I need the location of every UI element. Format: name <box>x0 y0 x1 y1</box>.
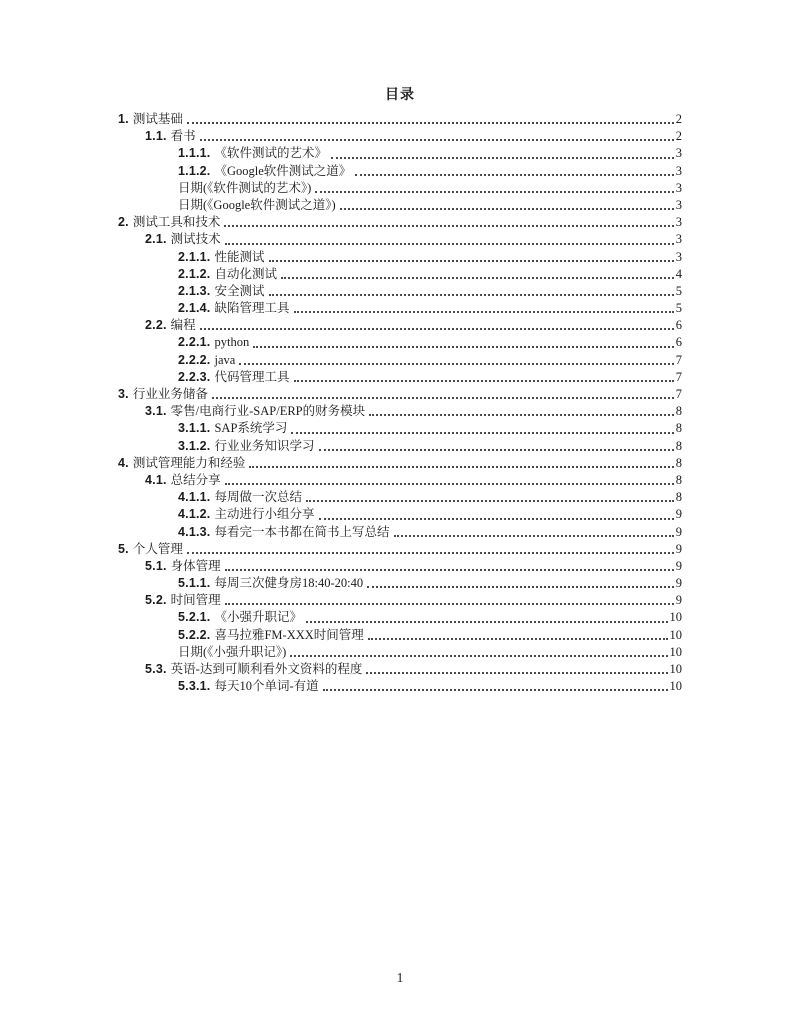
toc-entry-label: 个人管理 <box>132 541 183 556</box>
toc-entry-number: 2.1. <box>145 232 167 247</box>
toc-leader-dots <box>331 157 674 159</box>
toc-entry-page: 8 <box>675 404 682 419</box>
toc-entry-number: 4.1.1. <box>178 490 211 505</box>
toc-entry-number: 2.1.2. <box>178 266 211 281</box>
toc-entry-page: 8 <box>675 472 682 487</box>
toc-entry-number: 2.2.3. <box>178 369 211 384</box>
toc-entry-number: 3.1. <box>145 404 167 419</box>
toc-leader-dots <box>291 432 673 434</box>
toc-entry-number: 5.2. <box>145 593 167 608</box>
toc-entry-number: 3. <box>118 387 129 401</box>
toc-entry-page: 7 <box>675 352 682 367</box>
toc-entry-page: 6 <box>675 318 682 333</box>
toc-leader-dots <box>224 225 673 227</box>
toc-entry[interactable] <box>118 609 682 626</box>
toc-entry[interactable] <box>118 386 682 403</box>
toc-entry-label: 编程 <box>170 318 196 333</box>
footer-page-number: 1 <box>396 970 404 985</box>
toc-leader-dots <box>368 638 668 640</box>
toc-entry-label: 安全测试 <box>214 283 265 298</box>
toc-entry-page: 5 <box>675 283 682 298</box>
toc-entry-page: 3 <box>675 249 682 264</box>
toc-entry-page: 9 <box>675 558 682 573</box>
toc-leader-dots <box>340 208 674 210</box>
toc-entry[interactable] <box>118 438 682 455</box>
toc-entry-number: 2.1.1. <box>178 249 211 264</box>
toc-entry[interactable] <box>118 506 682 523</box>
toc-entry-page: 9 <box>675 524 682 539</box>
toc-leader-dots <box>249 466 673 468</box>
toc-entry-page: 10 <box>669 679 682 694</box>
toc-leader-dots <box>212 397 674 399</box>
toc-entry[interactable] <box>118 145 682 162</box>
toc-entry-page: 7 <box>675 369 682 384</box>
toc-entry-number: 1.1.1. <box>178 146 211 161</box>
toc-entry[interactable] <box>118 403 682 420</box>
toc-entry-label: SAP系统学习 <box>214 421 288 436</box>
toc-entry-number: 4.1.3. <box>178 524 211 539</box>
toc-entry-label: 每周三次健身房18:40-20:40 <box>214 576 364 591</box>
toc-leader-dots <box>290 655 667 657</box>
toc-entry-number: 2.1.4. <box>178 301 211 316</box>
toc-leader-dots <box>294 380 674 382</box>
toc-leader-dots <box>294 311 674 313</box>
toc-entry[interactable] <box>118 334 682 351</box>
toc-leader-dots <box>187 552 674 554</box>
toc-entry-label: 每天10个单词-有道 <box>214 679 319 694</box>
toc-entry[interactable] <box>118 420 682 437</box>
toc-entry-label: 测试工具和技术 <box>132 215 221 230</box>
toc-entry-number: 5.1. <box>145 558 167 573</box>
toc-entry-label: 时间管理 <box>170 593 221 608</box>
toc-leader-dots <box>253 346 674 348</box>
toc-leader-dots <box>306 500 674 502</box>
toc-entry-label: 行业业务储备 <box>132 387 208 401</box>
toc-leader-dots <box>225 603 674 605</box>
toc-entry[interactable] <box>118 163 682 180</box>
toc-entry-label: 看书 <box>170 129 196 144</box>
toc-entry[interactable] <box>118 592 682 609</box>
toc-entry-label: python <box>214 335 250 350</box>
toc-entry-page: 3 <box>675 163 682 178</box>
toc-entry-number: 2.2. <box>145 318 167 333</box>
toc-entry-number: 2.1.3. <box>178 283 211 298</box>
toc-entry-page: 8 <box>675 438 682 453</box>
toc-entry-number: 5.2.1. <box>178 610 211 625</box>
toc-entry-page: 3 <box>675 146 682 161</box>
toc-entry-number: 2. <box>118 215 129 230</box>
toc-entry[interactable] <box>118 300 682 317</box>
toc-entry-page: 10 <box>669 662 682 676</box>
toc-entry-page: 8 <box>675 490 682 505</box>
toc-leader-dots <box>200 328 674 330</box>
toc-entry-number: 5. <box>118 541 129 556</box>
toc-entry[interactable] <box>118 180 682 197</box>
toc-leader-dots <box>323 689 668 691</box>
toc-entry-page: 4 <box>675 266 682 281</box>
toc-entry-page: 8 <box>675 455 682 470</box>
toc-leader-dots <box>225 569 674 571</box>
toc-entry-label: 缺陷管理工具 <box>214 301 290 316</box>
toc-leader-dots <box>319 518 674 520</box>
toc-entry-label: 日期(《Google软件测试之道》) <box>178 197 336 212</box>
toc-leader-dots <box>239 363 673 365</box>
toc-entry-label: 代码管理工具 <box>214 369 290 384</box>
toc-entry[interactable] <box>118 369 682 386</box>
toc-entry-page: 10 <box>669 610 682 625</box>
toc-entry[interactable] <box>118 678 682 695</box>
toc-entry[interactable] <box>118 661 682 678</box>
toc-entry-page: 9 <box>675 541 682 556</box>
toc-leader-dots <box>355 174 673 176</box>
toc-entry-page: 9 <box>675 576 682 591</box>
toc-entry-label: 《小强升职记》 <box>214 610 302 625</box>
toc-leader-dots <box>319 449 674 451</box>
toc-leader-dots <box>315 191 673 193</box>
toc-entry-label: 《软件测试的艺术》 <box>214 146 327 161</box>
toc-entry-number: 5.1.1. <box>178 576 211 591</box>
toc-entry-number: 3.1.2. <box>178 438 211 453</box>
toc-entry-label: 英语-达到可顺利看外文资料的程度 <box>170 662 363 676</box>
toc-entry[interactable] <box>118 627 682 644</box>
toc-entry-label: 测试管理能力和经验 <box>132 455 246 470</box>
toc-entry-label: java <box>214 352 236 367</box>
toc-entry-number: 1.1. <box>145 129 167 144</box>
toc-entry-label: 性能测试 <box>214 249 265 264</box>
toc-leader-dots <box>200 139 674 141</box>
toc-entry[interactable] <box>118 249 682 266</box>
toc-entry[interactable] <box>118 214 682 231</box>
toc-entry-page: 8 <box>675 421 682 436</box>
toc-entry[interactable] <box>118 266 682 283</box>
toc-entry-label: 每看完一本书都在简书上写总结 <box>214 524 390 539</box>
toc-entry[interactable] <box>118 524 682 541</box>
toc-entry-number: 4.1.2. <box>178 507 211 522</box>
toc-leader-dots <box>187 122 674 124</box>
toc-entry-number: 5.3.1. <box>178 679 211 694</box>
toc-entry-page: 3 <box>675 215 682 230</box>
toc-entry-page: 10 <box>669 644 682 659</box>
toc-entry-number: 1.1.2. <box>178 163 211 178</box>
toc-entry-label: 每周做一次总结 <box>214 490 302 505</box>
toc-entry-number: 5.3. <box>145 662 167 676</box>
toc-entry-page: 3 <box>675 180 682 195</box>
toc-entry[interactable] <box>118 644 682 661</box>
toc-entry[interactable] <box>118 352 682 369</box>
toc-entry[interactable] <box>118 197 682 214</box>
toc-leader-dots <box>225 243 674 245</box>
toc-entry-label: 行业业务知识学习 <box>214 438 315 453</box>
toc-entry-label: 测试基础 <box>132 112 183 126</box>
toc-leader-dots <box>281 277 674 279</box>
toc-entry[interactable] <box>118 541 682 558</box>
toc-entry-page: 9 <box>675 593 682 608</box>
toc-entry-number: 4.1. <box>145 472 167 487</box>
toc-entry-page: 6 <box>675 335 682 350</box>
toc-entry-page: 2 <box>675 129 682 144</box>
toc-leader-dots <box>306 621 668 623</box>
toc-entry-page: 3 <box>675 232 682 247</box>
toc-entry[interactable] <box>118 111 682 128</box>
toc-entry[interactable] <box>118 317 682 334</box>
toc-leader-dots <box>367 586 674 588</box>
toc-entry-label: 测试技术 <box>170 232 221 247</box>
toc-entry-page: 9 <box>675 507 682 522</box>
toc-entry-number: 5.2.2. <box>178 627 211 642</box>
toc-entry-label: 零售/电商行业-SAP/ERP的财务模块 <box>170 404 366 419</box>
toc-entry-page: 7 <box>675 387 682 401</box>
toc-entry[interactable] <box>118 472 682 489</box>
toc-entry-label: 主动进行小组分享 <box>214 507 315 522</box>
toc-entry[interactable] <box>118 489 682 506</box>
toc-entry[interactable] <box>118 283 682 300</box>
toc-entry-label: 日期(《软件测试的艺术》) <box>178 180 312 195</box>
toc-entry[interactable] <box>118 455 682 472</box>
toc-leader-dots <box>394 535 674 537</box>
toc-entry-number: 4. <box>118 455 129 470</box>
toc-entry-label: 自动化测试 <box>214 266 277 281</box>
toc-entry-page: 5 <box>675 301 682 316</box>
toc-entry-label: 身体管理 <box>170 558 221 573</box>
toc-leader-dots <box>366 672 667 674</box>
toc-entry-label: 《Google软件测试之道》 <box>214 163 352 178</box>
toc-entry-number: 2.2.2. <box>178 352 211 367</box>
toc-entry[interactable] <box>118 231 682 248</box>
toc-leader-dots <box>369 414 674 416</box>
toc-entry-number: 2.2.1. <box>178 335 211 350</box>
toc-entry-page: 10 <box>669 627 682 642</box>
toc-entry[interactable] <box>118 575 682 592</box>
toc-leader-dots <box>269 294 674 296</box>
toc-entry[interactable] <box>118 128 682 145</box>
toc-entry-label: 日期(《小强升职记》) <box>178 644 287 659</box>
toc-entry-number: 3.1.1. <box>178 421 211 436</box>
toc-title: 目录 <box>385 88 415 103</box>
toc-list <box>118 111 682 695</box>
toc-entry[interactable] <box>118 558 682 575</box>
toc-leader-dots <box>269 260 674 262</box>
toc-entry-number: 1. <box>118 112 129 126</box>
toc-entry-label: 总结分享 <box>170 472 221 487</box>
toc-entry-page: 3 <box>675 197 682 212</box>
toc-entry-page: 2 <box>675 112 682 126</box>
toc-leader-dots <box>225 483 674 485</box>
toc-entry-label: 喜马拉雅FM-XXX时间管理 <box>214 627 364 642</box>
